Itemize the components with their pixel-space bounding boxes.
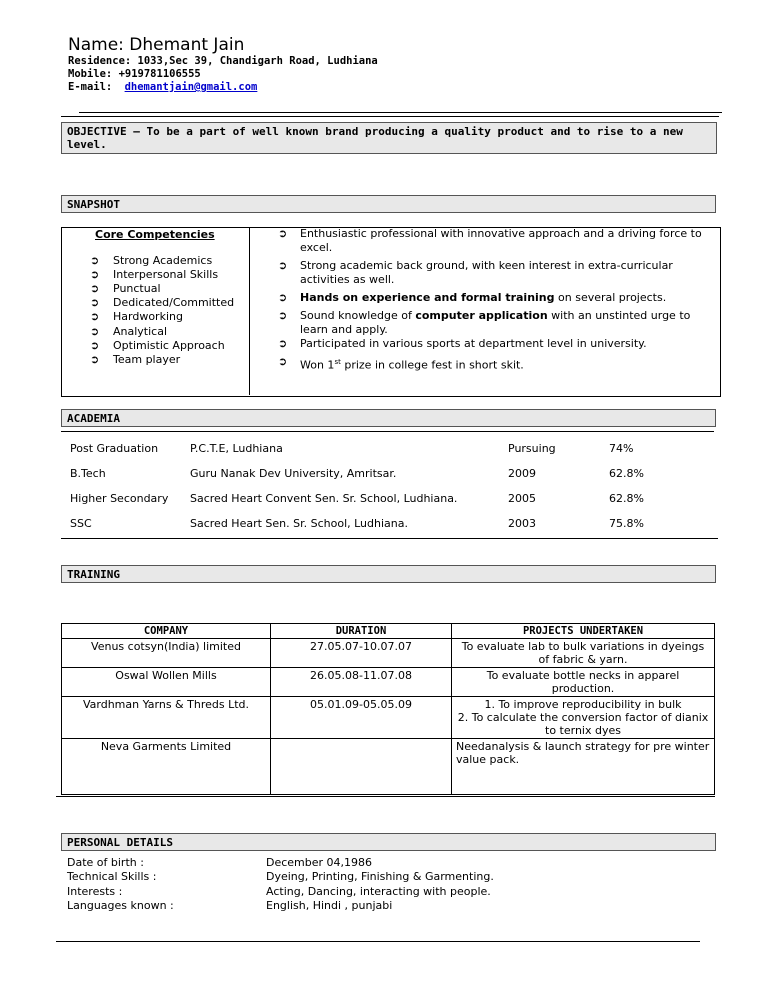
snapshot-point	[278, 355, 718, 373]
snapshot-point-bold: Hands on experience and formal training	[300, 291, 555, 304]
snapshot-point	[278, 291, 718, 305]
snapshot-point	[278, 259, 718, 287]
snapshot-point-text: Participated in various sports at department level in university.	[300, 337, 647, 350]
academia-inst: P.C.T.E, Ludhiana	[190, 442, 283, 455]
arrow-bullet-icon: ➲	[90, 352, 100, 366]
academia-score: 62.8%	[609, 467, 644, 480]
core-competency-label: Hardworking	[113, 310, 183, 324]
personal-label: Date of birth :	[67, 856, 144, 869]
training-company: Vardhman Yarns & Threds Ltd.	[62, 697, 271, 739]
mobile: Mobile: +919781106555	[68, 68, 201, 80]
academia-top-line	[61, 431, 714, 432]
training-company: Oswal Wollen Mills	[62, 668, 271, 697]
core-competencies-title: Core Competencies	[95, 228, 215, 241]
section-training: TRAINING	[61, 565, 716, 583]
academia-degree: Post Graduation	[70, 442, 159, 455]
training-duration: 27.05.07-10.07.07	[271, 639, 452, 668]
training-project: To evaluate bottle necks in apparel production.	[452, 668, 715, 697]
superscript: st	[334, 358, 341, 366]
academia-year: 2005	[508, 492, 536, 505]
training-duration: 26.05.08-11.07.08	[271, 668, 452, 697]
snapshot-point-text: Sound knowledge of computer application with an unstinted urge to learn and apply.	[300, 309, 691, 336]
core-competency-label: Dedicated/Committed	[113, 296, 235, 310]
training-row	[62, 668, 715, 697]
arrow-bullet-icon: ➲	[90, 268, 100, 282]
academia-year: 2009	[508, 467, 536, 480]
training-header-row	[62, 624, 715, 639]
arrow-bullet-icon: ➲	[90, 338, 100, 352]
col-duration: DURATION	[271, 624, 452, 639]
footer-line	[56, 941, 700, 942]
core-competency-label: Optimistic Approach	[113, 338, 225, 352]
training-project: To evaluate lab to bulk variations in dyeings of fabric & yarn.	[452, 639, 715, 668]
core-competency-label: Analytical	[113, 324, 168, 338]
arrow-bullet-icon: ➲	[90, 282, 100, 296]
arrow-bullet-icon: ➲	[278, 355, 288, 368]
personal-value: Acting, Dancing, interacting with people.	[266, 884, 491, 898]
personal-label: Technical Skills :	[67, 870, 157, 884]
snapshot-divider	[249, 227, 250, 395]
academia-score: 75.8%	[609, 517, 644, 530]
academia-year: Pursuing	[508, 442, 556, 455]
academia-year: 2003	[508, 517, 536, 530]
personal-label: Interests :	[67, 884, 123, 898]
snapshot-point-text: Hands on experience and formal training on several projects.	[300, 291, 667, 304]
snapshot-point-text: Won 1st prize in college fest in short skit.	[300, 358, 524, 372]
training-table	[61, 623, 715, 795]
email-link[interactable]: dhemantjain@gmail.com	[124, 81, 258, 93]
core-competency-label: Team player	[113, 352, 181, 366]
arrow-bullet-icon: ➲	[278, 259, 288, 272]
academia-inst: Sacred Heart Sen. Sr. School, Ludhiana.	[190, 517, 408, 530]
header-divider-2	[61, 116, 719, 117]
arrow-bullet-icon: ➲	[90, 296, 100, 310]
personal-value: December 04,1986	[266, 856, 373, 869]
section-personal-details: PERSONAL DETAILS	[61, 833, 716, 851]
personal-value: Dyeing, Printing, Finishing & Garmenting.	[266, 870, 494, 884]
personal-value: English, Hindi , punjabi	[266, 898, 393, 912]
academia-inst: Guru Nanak Dev University, Amritsar.	[190, 467, 397, 480]
header-divider	[79, 112, 722, 113]
academia-bottom-line	[61, 538, 718, 539]
academia-score: 62.8%	[609, 492, 644, 505]
snapshot-point-text: Enthusiastic professional with innovative approach and a driving force to excel.	[300, 227, 702, 254]
academia-degree: SSC	[70, 517, 92, 530]
section-snapshot: SNAPSHOT	[61, 195, 716, 213]
col-projects: PROJECTS UNDERTAKEN	[452, 624, 715, 639]
training-row	[62, 697, 715, 739]
residence: Residence: 1033,Sec 39, Chandigarh Road, Ludhiana	[68, 55, 378, 67]
personal-label: Languages known :	[67, 898, 174, 912]
arrow-bullet-icon: ➲	[278, 291, 288, 304]
training-project: 1. To improve reproducibility in bulk 2. To calculate the conversion factor of dianix to ternix dyes	[452, 697, 715, 739]
arrow-bullet-icon: ➲	[90, 324, 100, 338]
email-label: E-mail:	[68, 81, 113, 93]
email-line	[68, 81, 257, 93]
training-company: Venus cotsyn(India) limited	[62, 639, 271, 668]
training-company: Neva Garments Limited	[62, 739, 271, 795]
training-row	[62, 739, 715, 795]
training-project: Needanalysis & launch strategy for pre winter value pack.	[452, 739, 715, 795]
section-academia: ACADEMIA	[61, 409, 716, 427]
arrow-bullet-icon: ➲	[90, 310, 100, 324]
arrow-bullet-icon: ➲	[278, 227, 288, 240]
snapshot-point-text: Strong academic back ground, with keen interest in extra-curricular activities as well.	[300, 259, 673, 286]
core-competency-label: Punctual	[113, 282, 161, 296]
training-duration: 05.01.09-05.05.09	[271, 697, 452, 739]
candidate-name: Name: Dhemant Jain	[68, 35, 245, 55]
academia-inst: Sacred Heart Convent Sen. Sr. School, Ludhiana.	[190, 492, 458, 505]
snapshot-point	[278, 337, 718, 351]
arrow-bullet-icon: ➲	[278, 309, 288, 322]
arrow-bullet-icon: ➲	[90, 254, 100, 267]
training-bottom-line	[56, 796, 715, 797]
training-row	[62, 639, 715, 668]
snapshot-point	[278, 309, 718, 337]
snapshot-point	[278, 227, 718, 255]
academia-score: 74%	[609, 442, 634, 455]
training-duration	[271, 739, 452, 795]
arrow-bullet-icon: ➲	[278, 337, 288, 350]
col-company: COMPANY	[62, 624, 271, 639]
snapshot-point-bold: computer application	[415, 309, 548, 322]
academia-degree: Higher Secondary	[70, 492, 169, 505]
core-competency-label: Interpersonal Skills	[113, 268, 219, 282]
academia-degree: B.Tech	[70, 467, 106, 480]
objective-box: OBJECTIVE – To be a part of well known brand producing a quality product and to rise to a new level.	[61, 122, 717, 154]
core-competency-label: Strong Academics	[113, 254, 213, 267]
